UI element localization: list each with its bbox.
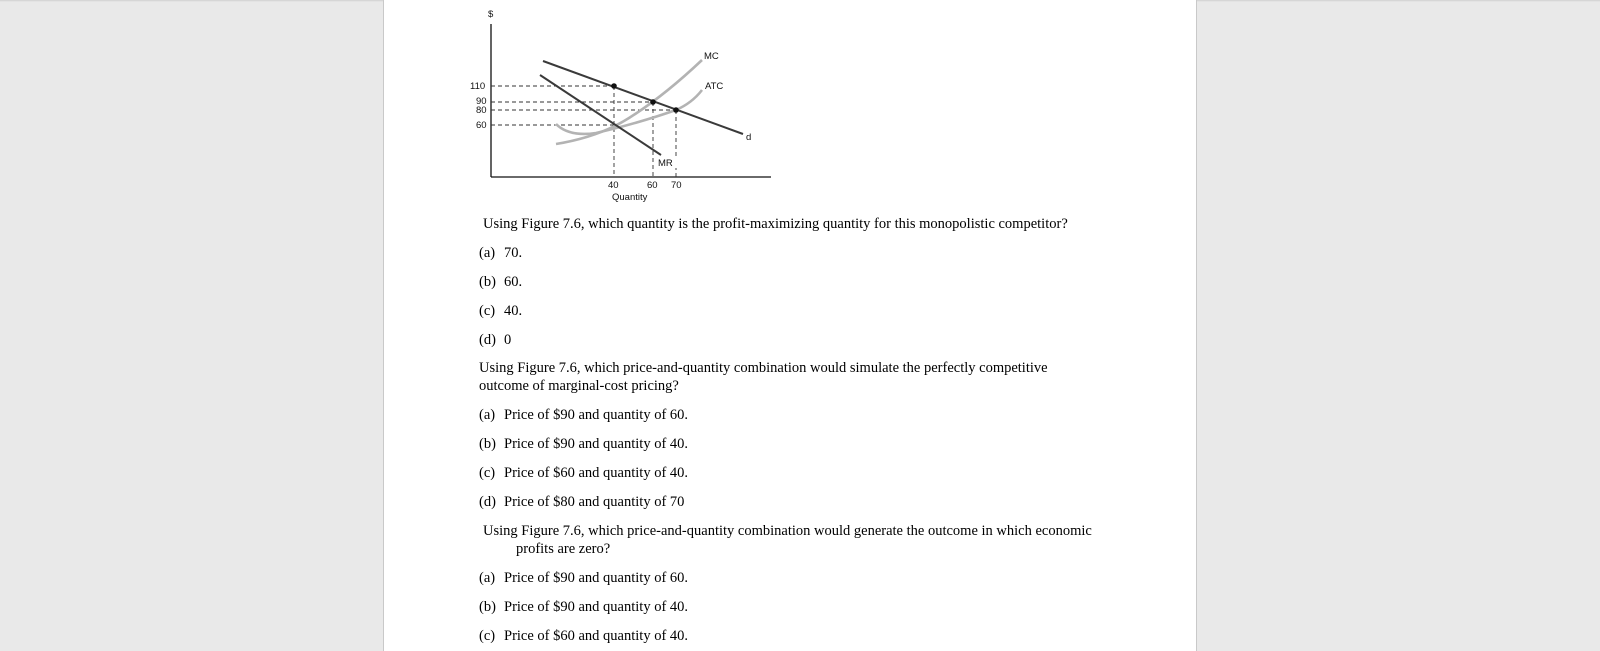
option-text: Price of $90 and quantity of 40. [504, 599, 689, 615]
option-letter: (d) [479, 332, 496, 348]
y-tick-80: 80 [476, 105, 487, 116]
x-tick-40: 40 [608, 180, 619, 191]
option-letter: (a) [479, 245, 496, 261]
demand-label: d [746, 132, 752, 143]
question-2-option-b [479, 435, 688, 453]
question-3-stem-line1: Using Figure 7.6, which price-and-quantity combination would generate the outcome in which economic [483, 523, 1092, 539]
option-text: 40. [504, 303, 523, 319]
figure-7-6-graph [470, 4, 804, 208]
question-3-option-b [479, 598, 688, 616]
question-1-option-b [479, 273, 522, 291]
document-page [383, 0, 1197, 651]
point-70-80 [673, 107, 679, 113]
option-text: 60. [504, 274, 523, 290]
x-tick-60: 60 [647, 180, 658, 191]
question-1-option-c [479, 302, 522, 320]
option-letter: (c) [479, 303, 496, 319]
option-text: Price of $80 and quantity of 70 [504, 494, 685, 510]
option-letter: (d) [479, 494, 496, 510]
question-2-option-a [479, 406, 688, 424]
question-3-stem-line2: profits are zero? [516, 541, 611, 557]
question-3-option-a [479, 569, 688, 587]
option-text: Price of $90 and quantity of 40. [504, 436, 689, 452]
option-text: 0 [504, 332, 512, 348]
option-text: Price of $60 and quantity of 40. [504, 465, 689, 481]
y-axis-symbol: $ [488, 9, 494, 20]
y-tick-110: 110 [470, 81, 486, 92]
question-2-stem-line2: outcome of marginal-cost pricing? [479, 378, 679, 394]
option-letter: (c) [479, 628, 496, 644]
option-letter: (a) [479, 407, 496, 423]
mr-label: MR [658, 158, 673, 169]
option-letter: (b) [479, 436, 496, 452]
point-60-90 [650, 99, 656, 105]
question-2-stem-line1: Using Figure 7.6, which price-and-quantity combination would simulate the perfectly competitive [479, 360, 1048, 376]
atc-label: ATC [705, 81, 724, 92]
option-letter: (a) [479, 570, 496, 586]
mc-label: MC [704, 51, 719, 62]
option-letter: (c) [479, 465, 496, 481]
option-text: Price of $90 and quantity of 60. [504, 570, 689, 586]
x-tick-70: 70 [671, 180, 682, 191]
option-text: 70. [504, 245, 523, 261]
question-2-option-d [479, 493, 684, 511]
question-1-stem: Using Figure 7.6, which quantity is the profit-maximizing quantity for this monopolistic competitor? [483, 216, 1068, 232]
point-40-110 [611, 83, 617, 89]
y-tick-60: 60 [476, 120, 487, 131]
option-letter: (b) [479, 599, 496, 615]
question-1-option-a [479, 244, 522, 262]
x-axis-label: Quantity [612, 192, 648, 203]
question-2-option-c [479, 464, 688, 482]
option-text: Price of $90 and quantity of 60. [504, 407, 689, 423]
question-3-option-c [479, 627, 688, 645]
question-1-option-d [479, 331, 511, 349]
option-text: Price of $60 and quantity of 40. [504, 628, 689, 644]
option-letter: (b) [479, 274, 496, 290]
y-tick-90: 90 [476, 96, 487, 107]
